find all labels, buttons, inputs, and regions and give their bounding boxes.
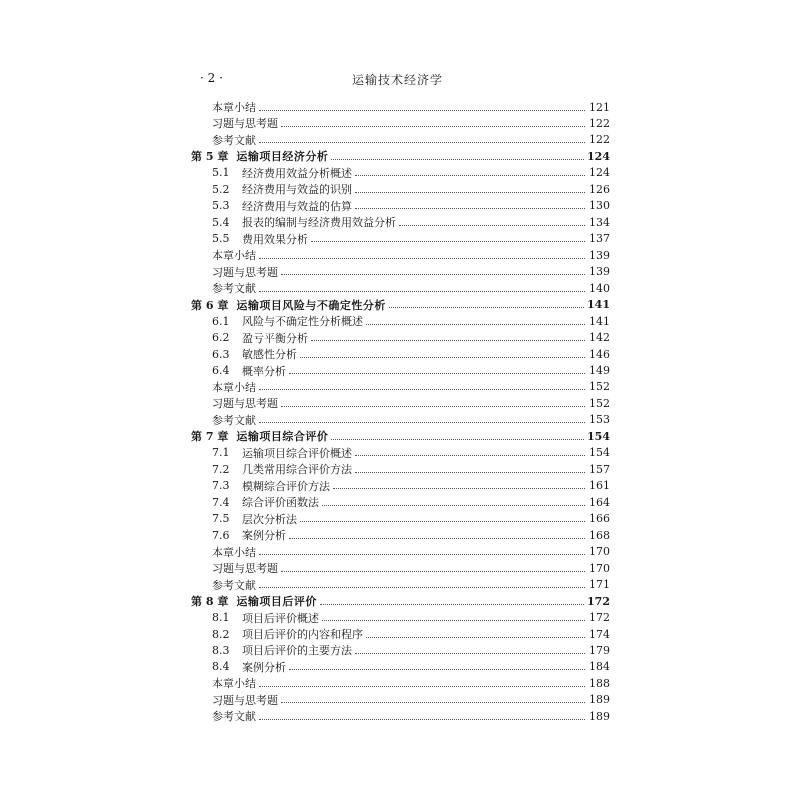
toc-entry-line [212, 132, 610, 148]
toc-subentry [0, 395, 800, 411]
toc-entry-line [212, 659, 610, 675]
dot-leader [281, 702, 585, 703]
toc-entry-title: 案例分析 [242, 529, 286, 543]
toc-entry-line [212, 395, 610, 411]
toc-entry-number: 8.2 [212, 627, 230, 641]
toc-section-entry [0, 198, 800, 214]
toc-chapter-entry [0, 593, 800, 609]
toc-subentry [0, 132, 800, 148]
toc-section-entry [0, 478, 800, 494]
dot-leader [259, 291, 585, 292]
toc-section-entry [0, 445, 800, 461]
toc-entry-line [212, 247, 610, 263]
toc-page-number: 174 [589, 627, 610, 641]
toc-entry-title: 风险与不确定性分析概述 [242, 315, 363, 329]
toc-entry-title: 习题与思考题 [212, 117, 278, 131]
toc-page-number: 149 [589, 364, 610, 377]
dot-leader [311, 340, 585, 341]
toc-subentry [0, 280, 800, 296]
toc-entry-line [212, 363, 610, 379]
toc-entry-line [212, 527, 610, 543]
toc-subentry [0, 115, 800, 131]
toc-entry-title: 本章小结 [212, 249, 256, 263]
toc-entry-number: 第 6 章 [191, 298, 229, 312]
dot-leader [320, 604, 584, 605]
toc-page-number: 170 [589, 561, 610, 575]
toc-entry-number: 8.3 [212, 643, 230, 657]
dot-leader [259, 719, 585, 720]
toc-entry-line [212, 544, 610, 560]
toc-section-entry [0, 626, 800, 642]
toc-subentry [0, 560, 800, 576]
toc-page-number: 141 [587, 298, 610, 312]
toc-entry-title: 本章小结 [212, 677, 256, 691]
toc-section-entry [0, 527, 800, 543]
toc-entry-line [212, 511, 610, 527]
toc-page-number: 134 [589, 215, 610, 229]
toc-entry-title: 习题与思考题 [212, 265, 278, 279]
toc-entry-number: 6.2 [212, 331, 230, 345]
toc-subentry [0, 708, 800, 724]
dot-leader [281, 571, 585, 572]
toc-entry-title: 习题与思考题 [212, 397, 278, 411]
toc-entry-title: 综合评价函数法 [242, 496, 319, 510]
dot-leader [331, 159, 584, 160]
toc-entry-line [212, 214, 610, 230]
toc-page-number: 161 [589, 479, 610, 493]
toc-section-entry [0, 165, 800, 181]
toc-entry-title: 项目后评价的主要方法 [242, 644, 352, 658]
toc-entry-title: 模糊综合评价方法 [242, 479, 330, 493]
toc-entry-line [212, 115, 610, 131]
toc-subentry [0, 99, 800, 115]
toc-section-entry [0, 610, 800, 626]
toc-section-entry [0, 181, 800, 197]
toc-entry-number: 第 7 章 [191, 430, 229, 444]
toc-page-number: 121 [589, 100, 610, 114]
toc-entry-line [212, 198, 610, 214]
toc-entry-title: 习题与思考题 [212, 693, 278, 707]
toc-page-number: 122 [589, 133, 610, 147]
toc-entry-title: 参考文献 [212, 413, 256, 427]
toc-page-number: 189 [589, 693, 610, 707]
toc-page-number: 157 [589, 462, 610, 476]
toc-entry-title: 费用效果分析 [242, 232, 308, 246]
toc-page-number: 170 [589, 545, 610, 559]
toc-entry-line [212, 379, 610, 395]
toc-page-number: 154 [589, 446, 610, 460]
toc-entry-title: 本章小结 [212, 380, 256, 394]
toc-page-number: 146 [589, 347, 610, 361]
toc-entry-title: 项目后评价的内容和程序 [242, 628, 363, 641]
toc-subentry [0, 544, 800, 560]
toc-chapter-entry [0, 148, 800, 164]
toc-entry-title: 参考文献 [212, 282, 256, 296]
toc-page-number: 139 [589, 265, 610, 279]
toc-entry-title: 层次分析法 [242, 512, 297, 526]
toc-entry-number: 5.2 [212, 182, 230, 196]
toc-page-number: 126 [589, 182, 610, 196]
toc-page-number: 122 [589, 116, 610, 130]
dot-leader [259, 258, 585, 259]
toc-entry-line [212, 708, 610, 724]
toc-page-number: 164 [589, 495, 610, 509]
toc-chapter-entry [0, 297, 800, 313]
toc-entry-line [212, 577, 610, 593]
toc-entry-line [212, 313, 610, 329]
toc-entry-line [212, 626, 610, 642]
toc-entry-line [212, 494, 610, 510]
toc-page-number: 152 [589, 396, 610, 410]
toc-entry-line [212, 642, 610, 658]
dot-leader [289, 538, 585, 539]
dot-leader [355, 175, 585, 176]
toc-page-number: 124 [587, 149, 610, 163]
dot-leader [259, 110, 585, 111]
toc-entry-title: 报表的编制与经济费用效益分析 [242, 216, 396, 230]
toc-section-entry [0, 642, 800, 658]
dot-leader [289, 373, 585, 374]
dot-leader [259, 142, 585, 143]
toc-page-number: 172 [589, 611, 610, 625]
toc-entry-line [212, 264, 610, 280]
toc-page-number: 188 [589, 676, 610, 690]
toc-entry-line [212, 99, 610, 115]
toc-entry-number: 7.6 [212, 528, 230, 542]
toc-subentry [0, 264, 800, 280]
toc-chapter-entry [0, 428, 800, 444]
toc-page-number: 140 [589, 281, 610, 295]
toc-page-number: 172 [587, 594, 610, 608]
toc-entry-title: 运输项目经济分析 [236, 150, 329, 164]
dot-leader [331, 439, 584, 440]
dot-leader [355, 472, 585, 473]
toc-entry-number: 5.3 [212, 199, 230, 213]
toc-section-entry [0, 494, 800, 510]
toc-entry-title: 本章小结 [212, 545, 256, 559]
toc-entry-title: 参考文献 [212, 578, 256, 592]
toc-subentry [0, 692, 800, 708]
dot-leader [259, 587, 585, 588]
toc-entry-line [212, 461, 610, 477]
toc-entry-line [191, 297, 610, 313]
toc-section-entry [0, 659, 800, 675]
toc-entry-number: 7.1 [212, 446, 230, 460]
toc-subentry [0, 247, 800, 263]
toc-entry-title: 参考文献 [212, 133, 256, 147]
toc-page-number: 179 [589, 643, 610, 657]
running-title: 运输技术经济学 [352, 73, 444, 87]
toc-entry-number: 5.4 [212, 215, 230, 229]
toc-page-number: 152 [589, 380, 610, 394]
toc-page-number: 153 [589, 413, 610, 427]
toc-entry-title: 参考文献 [212, 710, 256, 724]
dot-leader [366, 637, 585, 638]
toc-entry-title: 几类常用综合评价方法 [242, 463, 352, 477]
toc-page-number: 137 [589, 232, 610, 246]
toc-entry-line [212, 478, 610, 494]
toc-entry-line [212, 346, 610, 362]
toc-entry-line [212, 330, 610, 346]
toc-page-number: 124 [589, 166, 610, 180]
toc-subentry [0, 675, 800, 691]
toc-entry-line [212, 610, 610, 626]
toc-entry-title: 经济费用与效益的估算 [242, 199, 352, 213]
dot-leader [311, 241, 585, 242]
dot-leader [355, 455, 585, 456]
dot-leader [259, 554, 585, 555]
toc-page-number: 168 [589, 528, 610, 542]
toc-entry-title: 运输项目风险与不确定性分析 [236, 298, 386, 312]
toc-entry-number: 8.1 [212, 611, 230, 625]
toc-entry-title: 经济费用效益分析概述 [242, 166, 352, 180]
toc-subentry [0, 577, 800, 593]
toc-entry-number: 5.5 [212, 232, 230, 246]
toc-entry-number: 6.3 [212, 347, 230, 361]
dot-leader [355, 208, 585, 209]
dot-leader [281, 126, 585, 127]
toc-entry-line [212, 675, 610, 691]
toc-entry-number: 6.1 [212, 314, 230, 328]
toc-page-number: 166 [589, 512, 610, 526]
toc-entry-title: 习题与思考题 [212, 562, 278, 576]
toc-entry-line [212, 280, 610, 296]
dot-leader [389, 307, 584, 308]
toc-entry-line [212, 165, 610, 181]
toc-entry-number: 7.4 [212, 495, 230, 509]
toc-entry-title: 运输项目综合评价 [236, 430, 329, 444]
dot-leader [366, 324, 585, 325]
toc-section-entry [0, 363, 800, 379]
dot-leader [259, 686, 585, 687]
toc-page-number: 141 [589, 314, 610, 328]
toc-section-entry [0, 330, 800, 346]
dot-leader [355, 653, 585, 654]
toc-entry-title: 概率分析 [242, 364, 286, 378]
toc-entry-title: 运输项目综合评价概述 [242, 446, 352, 460]
toc-section-entry [0, 313, 800, 329]
toc-page-number: 189 [589, 709, 610, 723]
toc-page-number: 184 [589, 660, 610, 674]
toc-entry-title: 盈亏平衡分析 [242, 331, 308, 345]
toc-entry-title: 案例分析 [242, 660, 286, 674]
page-number: · 2 · [200, 71, 223, 85]
toc-entry-number: 第 8 章 [191, 595, 229, 609]
toc-section-entry [0, 346, 800, 362]
dot-leader [300, 357, 585, 358]
toc-entry-line [212, 181, 610, 197]
toc-entry-line [212, 231, 610, 247]
toc-entry-number: 第 5 章 [191, 150, 229, 164]
toc-entry-number: 7.2 [212, 462, 230, 476]
toc-page-number: 171 [589, 578, 610, 592]
dot-leader [399, 225, 585, 226]
toc-entry-title: 经济费用与效益的识别 [242, 183, 352, 197]
toc-section-entry [0, 511, 800, 527]
toc-page-number: 130 [589, 199, 610, 213]
toc-entry-title: 敏感性分析 [242, 348, 297, 362]
dot-leader [281, 406, 585, 407]
dot-leader [355, 192, 585, 193]
toc-entry-line [191, 148, 610, 164]
toc-entry-title: 运输项目后评价 [236, 595, 317, 609]
toc-page-number: 154 [587, 429, 610, 443]
toc-entry-number: 5.1 [212, 166, 230, 180]
toc-entry-number: 8.4 [212, 660, 230, 674]
toc-entry-title: 本章小结 [212, 101, 256, 114]
toc-subentry [0, 412, 800, 428]
toc-entry-number: 6.4 [212, 364, 230, 377]
toc-entry-line [212, 692, 610, 708]
toc-section-entry [0, 214, 800, 230]
toc-entry-line [191, 593, 610, 609]
toc-section-entry [0, 231, 800, 247]
toc-page-number: 142 [589, 331, 610, 345]
toc-entry-number: 7.5 [212, 512, 230, 526]
toc-entry-number: 7.3 [212, 479, 230, 493]
page-header [0, 71, 800, 89]
dot-leader [289, 669, 585, 670]
toc-entry-title: 项目后评价概述 [242, 611, 319, 625]
toc-entry-line [212, 560, 610, 576]
toc-page-number: 139 [589, 248, 610, 262]
dot-leader [300, 521, 585, 522]
dot-leader [259, 389, 585, 390]
toc-entry-line [212, 412, 610, 428]
table-of-contents [0, 99, 800, 725]
toc-subentry [0, 379, 800, 395]
dot-leader [322, 505, 585, 506]
toc-entry-line [191, 428, 610, 444]
dot-leader [322, 620, 585, 621]
toc-entry-line [212, 445, 610, 461]
dot-leader [259, 422, 585, 423]
dot-leader [333, 488, 585, 489]
dot-leader [281, 274, 585, 275]
toc-section-entry [0, 461, 800, 477]
